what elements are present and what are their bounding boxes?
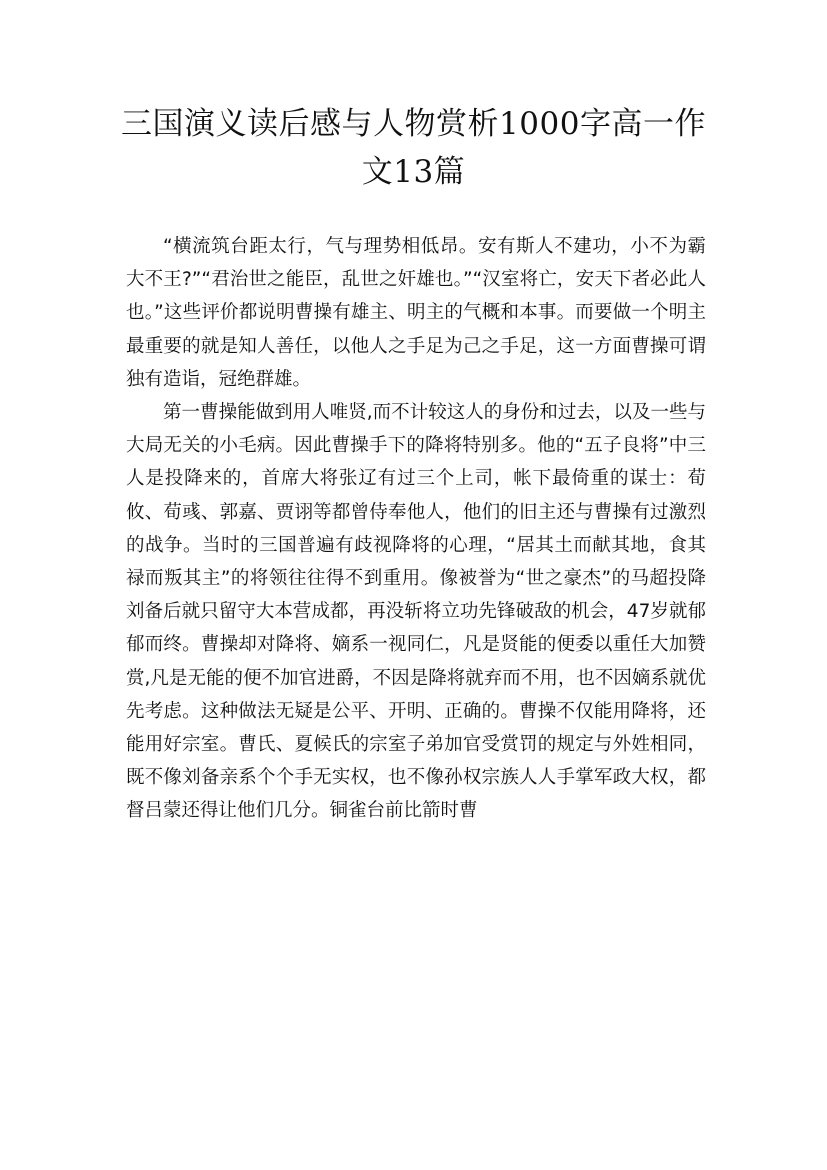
document-body bbox=[126, 230, 706, 828]
paragraph-2: 第一曹操能做到用人唯贤,而不计较这人的身份和过去，以及一些与大局无关的小毛病。因此曹操手下的降将特别多。他的“五子良将”中三人是投降来的，首席大将张辽有过三个上司，帐下最倚重的谋士：荀攸、荀彧、郭嘉、贾诩等都曾侍奉他人，他们的旧主还与曹操有过激烈的战争。当时的三国普遍有歧视降将的心理，“居其土而献其地，食其禄而叛其主”的将领往往得不到重用。像被誉为“世之豪杰”的马超投降刘备后就只留守大本营成都，再没斩将立功先锋破敌的机会，47岁就郁郁而终。曹操却对降将、嫡系一视同仁，凡是贤能的便委以重任大加赞赏,凡是无能的便不加官进爵，不因是降将就弃而不用，也不因嫡系就优先考虑。这种做法无疑是公平、开明、正确的。曹操不仅能用降将，还能用好宗室。曹氏、夏候氏的宗室子弟加官受赏罚的规定与外姓相同，既不像刘备亲系个个手无实权，也不像孙权宗族人人手掌军政大权，都督吕蒙还得让他们几分。铜雀台前比箭时曹 bbox=[126, 402, 706, 822]
paragraph-1: “横流筑台距太行，气与理势相低昂。安有斯人不建功，小不为霸大不王?”“君治世之能臣，乱世之奸雄也。”“汉室将亡，安天下者必此人也。”这些评价都说明曹操有雄主、明主的气概和本事。而要做一个明主最重要的就是知人善任，以他人之手足为己之手足，这一方面曹操可谓独有造诣，冠绝群雄。 bbox=[126, 236, 706, 390]
title-line-1: 三国演义读后感与人物赏析1000字高一作 bbox=[121, 106, 706, 142]
title-line-2: 文13篇 bbox=[361, 154, 466, 190]
document-title bbox=[110, 100, 717, 196]
